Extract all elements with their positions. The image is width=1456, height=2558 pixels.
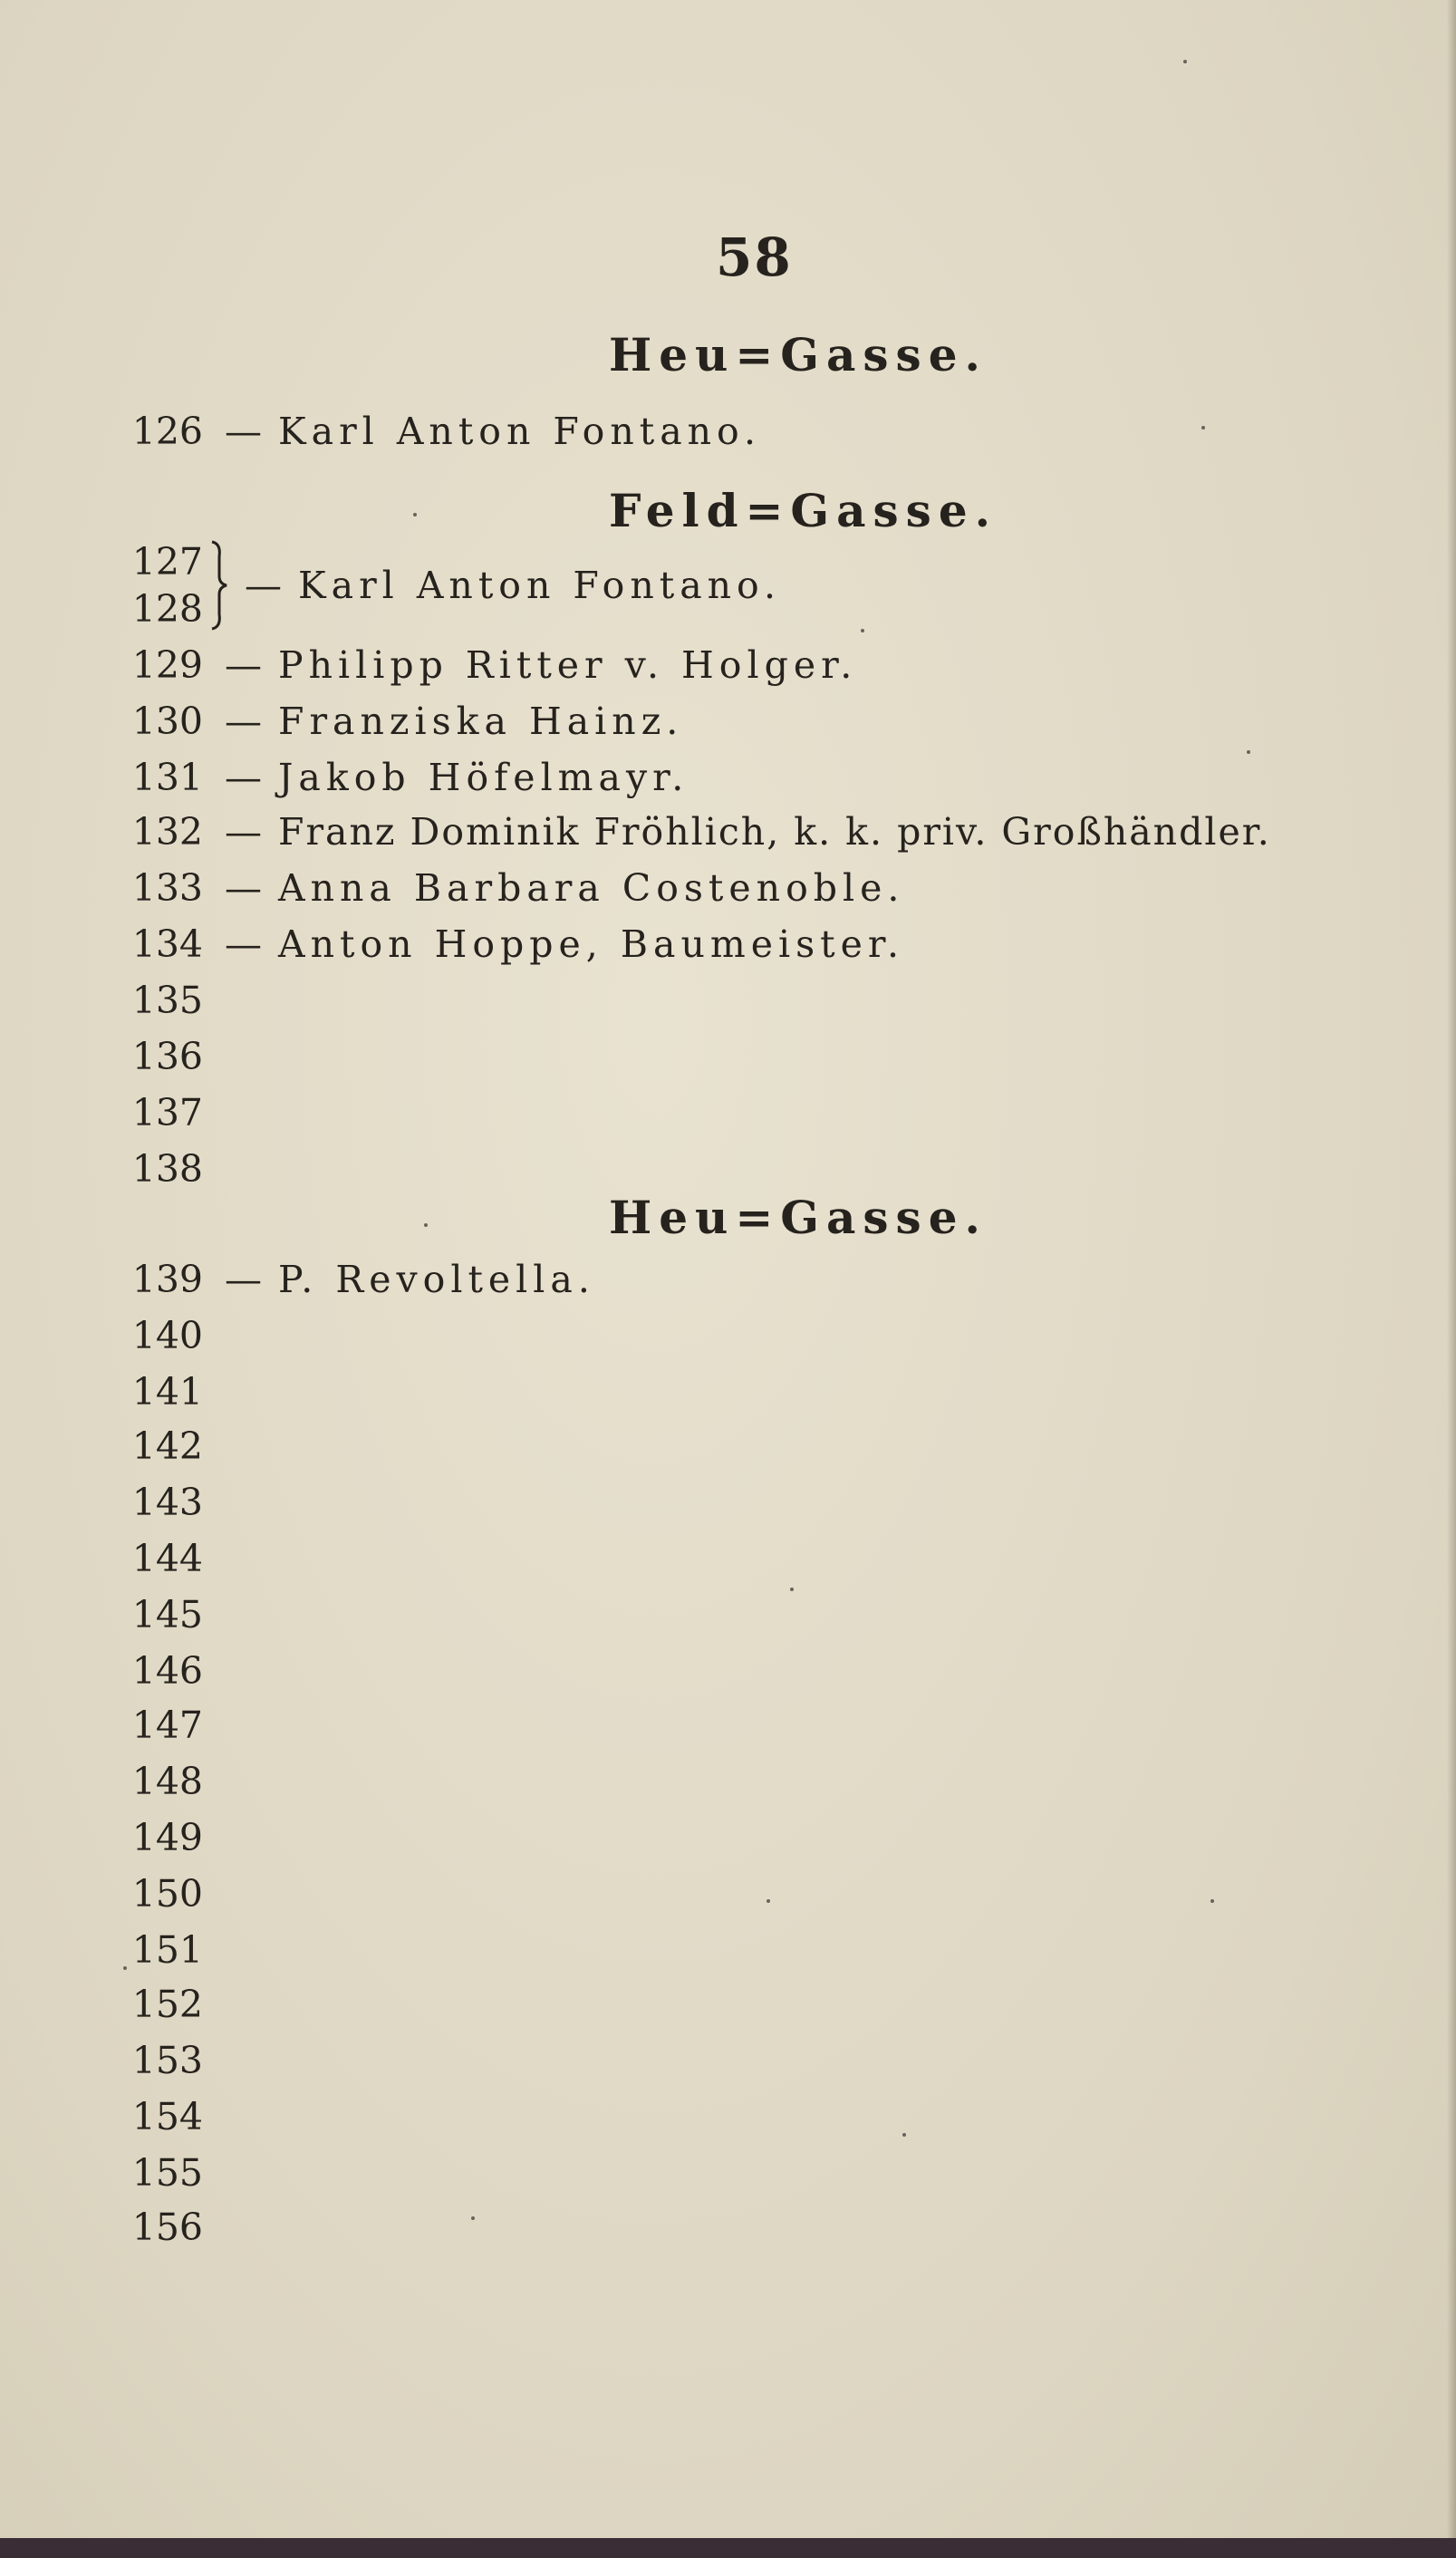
owner-name: P. Revoltella. xyxy=(278,1258,595,1301)
page-number: 58 xyxy=(716,227,793,288)
entry-row-134 xyxy=(127,919,1305,970)
owner-name: Franziska Hainz. xyxy=(278,700,684,743)
entry-row-154 xyxy=(127,2091,1305,2142)
owner-name: Jakob Höfelmayr. xyxy=(278,756,689,799)
paper-speck xyxy=(767,1899,770,1903)
house-number: 136 xyxy=(131,1035,203,1078)
house-number: 135 xyxy=(131,979,203,1022)
paper-speck xyxy=(790,1588,794,1591)
entry-row-155 xyxy=(127,2148,1305,2198)
entry-row-143 xyxy=(127,1477,1305,1528)
dash: — xyxy=(225,866,262,910)
entry-row-148 xyxy=(127,1756,1305,1807)
entry-row-147 xyxy=(127,1700,1305,1751)
house-number: 129 xyxy=(131,643,203,687)
entry-row-138 xyxy=(127,1144,1305,1194)
house-number: 127 xyxy=(131,540,203,584)
dash: — xyxy=(225,756,262,799)
section-heading-heu-gasse-2: Heu=Gasse. xyxy=(609,1191,988,1244)
owner-name: Karl Anton Fontano. xyxy=(278,410,762,453)
owner-name: Karl Anton Fontano. xyxy=(298,564,782,607)
house-number: 147 xyxy=(131,1704,203,1747)
dash: — xyxy=(225,643,262,687)
entry-row-156 xyxy=(127,2202,1305,2253)
entry-row-131 xyxy=(127,752,1305,803)
house-number: 144 xyxy=(131,1537,203,1580)
house-number: 128 xyxy=(131,587,203,631)
entry-row-153 xyxy=(127,2035,1305,2086)
house-number: 131 xyxy=(131,756,203,799)
house-number: 138 xyxy=(131,1147,203,1191)
paper-speck xyxy=(1210,1899,1214,1903)
entry-row-139 xyxy=(127,1254,1305,1305)
page-bottom-edge xyxy=(0,2538,1456,2558)
entry-row-150 xyxy=(127,1868,1305,1919)
paper-speck xyxy=(1247,750,1250,754)
entry-row-142 xyxy=(127,1421,1305,1472)
paper-speck xyxy=(471,2216,475,2220)
owner-name: Anton Hoppe, Baumeister. xyxy=(278,922,905,966)
entry-row-151 xyxy=(127,1925,1305,1975)
entry-row-130 xyxy=(127,696,1305,747)
entry-row-141 xyxy=(127,1366,1305,1417)
entry-row-146 xyxy=(127,1646,1305,1696)
house-number: 134 xyxy=(131,922,203,966)
entry-row-145 xyxy=(127,1589,1305,1640)
entry-row-129 xyxy=(127,640,1305,690)
house-number: 139 xyxy=(131,1258,203,1301)
dash: — xyxy=(225,410,262,453)
house-number: 154 xyxy=(131,2095,203,2138)
paper-speck xyxy=(902,2133,906,2137)
paper-speck xyxy=(123,1966,127,1970)
dash: — xyxy=(225,922,262,966)
entry-row-152 xyxy=(127,1979,1305,2030)
house-number: 156 xyxy=(131,2206,203,2249)
entry-row-137 xyxy=(127,1087,1305,1138)
house-number: 140 xyxy=(131,1314,203,1357)
house-number: 153 xyxy=(131,2039,203,2082)
dash: — xyxy=(245,564,282,607)
grouping-brace-icon xyxy=(205,538,232,632)
paper-speck xyxy=(861,629,864,632)
house-number: 146 xyxy=(131,1649,203,1693)
paper-speck xyxy=(424,1223,428,1227)
entry-row-132 xyxy=(127,806,1305,857)
house-number: 155 xyxy=(131,2151,203,2195)
entry-row-127-128 xyxy=(127,536,942,636)
dash: — xyxy=(225,1258,262,1301)
house-number: 151 xyxy=(131,1928,203,1972)
entry-row-144 xyxy=(127,1533,1305,1584)
section-heading-heu-gasse: Heu=Gasse. xyxy=(609,328,988,381)
owner-name: Anna Barbara Costenoble. xyxy=(278,866,905,910)
paper-speck xyxy=(413,513,417,516)
house-number: 130 xyxy=(131,700,203,743)
house-number: 137 xyxy=(131,1091,203,1134)
dash: — xyxy=(225,700,262,743)
paper-speck xyxy=(1183,60,1187,63)
paper-speck xyxy=(1201,426,1205,430)
house-number: 148 xyxy=(131,1760,203,1803)
house-number: 152 xyxy=(131,1983,203,2026)
entry-row-126 xyxy=(127,406,1305,457)
house-number: 133 xyxy=(131,866,203,910)
house-number: 142 xyxy=(131,1424,203,1468)
house-number: 126 xyxy=(131,410,203,453)
entry-row-149 xyxy=(127,1812,1305,1863)
page-edge-shadow xyxy=(1447,0,1456,2558)
house-number: 145 xyxy=(131,1593,203,1636)
house-number: 143 xyxy=(131,1481,203,1524)
house-number: 149 xyxy=(131,1816,203,1859)
house-number: 141 xyxy=(131,1370,203,1414)
section-heading-feld-gasse: Feld=Gasse. xyxy=(609,484,998,537)
owner-name: Franz Dominik Fröhlich, k. k. priv. Großhändler. xyxy=(278,810,1271,854)
entry-row-133 xyxy=(127,863,1305,913)
entry-row-136 xyxy=(127,1031,1305,1082)
house-number: 132 xyxy=(131,810,203,854)
house-number: 150 xyxy=(131,1872,203,1916)
dash: — xyxy=(225,810,262,854)
entry-row-135 xyxy=(127,975,1305,1026)
entry-row-140 xyxy=(127,1310,1305,1361)
owner-name: Philipp Ritter v. Holger. xyxy=(278,643,858,687)
